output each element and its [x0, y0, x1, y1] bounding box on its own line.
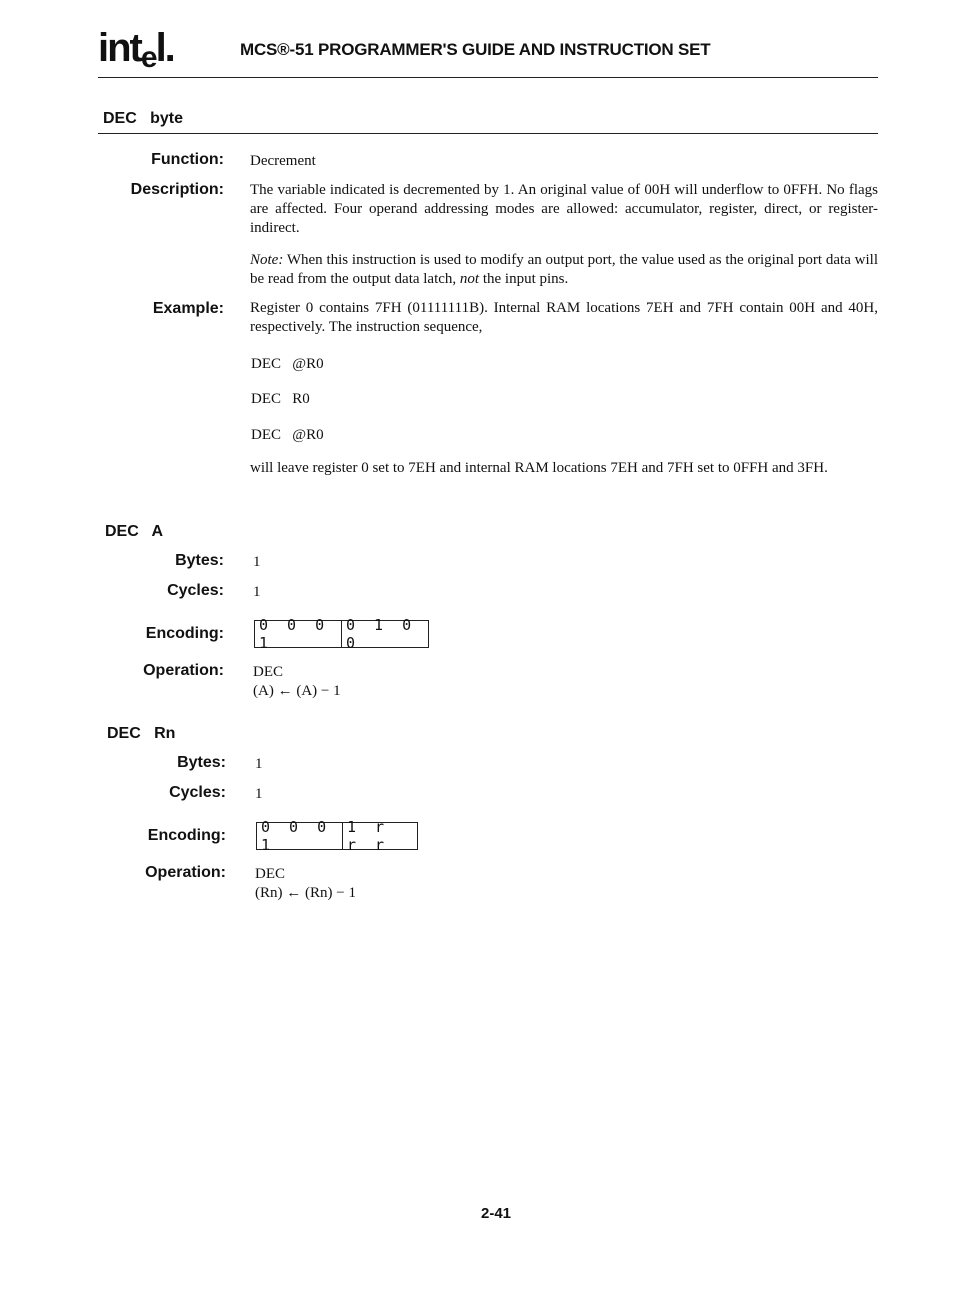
operation-expression: (A) ← (A) − 1 — [253, 683, 341, 699]
encoding-low-nibble: 1 r r r — [342, 823, 417, 849]
function-label: Function: — [151, 151, 224, 168]
encoding-box — [254, 616, 429, 652]
bytes-label: Bytes: — [177, 754, 226, 771]
encoding-label: Encoding: — [147, 827, 226, 844]
note-paragraph — [250, 251, 878, 289]
cycles-label: Cycles: — [169, 784, 226, 801]
description-text: The variable indicated is decremented by 1. An original value of 00H will underflow to 0FFH. No flags are affected. Four operand addressing modes are allowed: accumulator, register, direct, or register-indirect. — [250, 182, 878, 236]
operation-label: Operation: — [143, 662, 224, 679]
encoding-high-nibble: 0 0 0 1 — [261, 818, 332, 854]
section-heading-dec-byte: DEC byte — [103, 110, 184, 127]
code-line: DEC @R0 — [251, 356, 324, 372]
section-divider — [98, 133, 878, 134]
example-label: Example: — [152, 300, 224, 317]
encoding-high-nibble: 0 0 0 1 — [259, 616, 330, 652]
operation-expression: (Rn) ← (Rn) − 1 — [255, 885, 356, 901]
note-emphasis: not — [459, 271, 480, 287]
encoding-low-nibble: 0 1 0 0 — [341, 621, 428, 647]
operation-label: Operation: — [145, 864, 226, 881]
header-divider — [98, 77, 878, 78]
intel-logo: intel. — [98, 26, 174, 74]
cycles-value: 1 — [253, 584, 261, 600]
note-text-2: the input pins. — [479, 271, 569, 287]
function-text: Decrement — [250, 153, 316, 169]
encoding-box — [256, 818, 418, 854]
code-line: DEC R0 — [251, 391, 310, 407]
cycles-value: 1 — [255, 786, 263, 802]
section-heading-dec-rn: DEC Rn — [107, 725, 176, 742]
code-line: DEC @R0 — [251, 427, 324, 443]
note-label: Note: — [250, 252, 284, 268]
note-text-1: When this instruction is used to modify an output port, the value used as the original port data will be read from the output data latch, — [250, 252, 878, 287]
page-title: MCS®-51 PROGRAMMER'S GUIDE AND INSTRUCTION SET — [240, 40, 711, 59]
bytes-label: Bytes: — [175, 552, 224, 569]
bytes-value: 1 — [255, 756, 263, 772]
cycles-label: Cycles: — [167, 582, 224, 599]
section-heading-dec-a: DEC A — [105, 523, 164, 540]
operation-mnemonic: DEC — [253, 664, 283, 680]
result-text: will leave register 0 set to 7EH and internal RAM locations 7EH and 7FH set to 0FFH and 3FH. — [250, 460, 828, 476]
description-label: Description: — [130, 181, 224, 198]
encoding-label: Encoding: — [145, 625, 224, 642]
example-text: Register 0 contains 7FH (01111111B). Internal RAM locations 7EH and 7FH contain 00H and 40H, respectively. The instruction sequence, — [250, 300, 878, 335]
bytes-value: 1 — [253, 554, 261, 570]
page-number: 2-41 — [481, 1205, 512, 1222]
operation-mnemonic: DEC — [255, 866, 285, 882]
